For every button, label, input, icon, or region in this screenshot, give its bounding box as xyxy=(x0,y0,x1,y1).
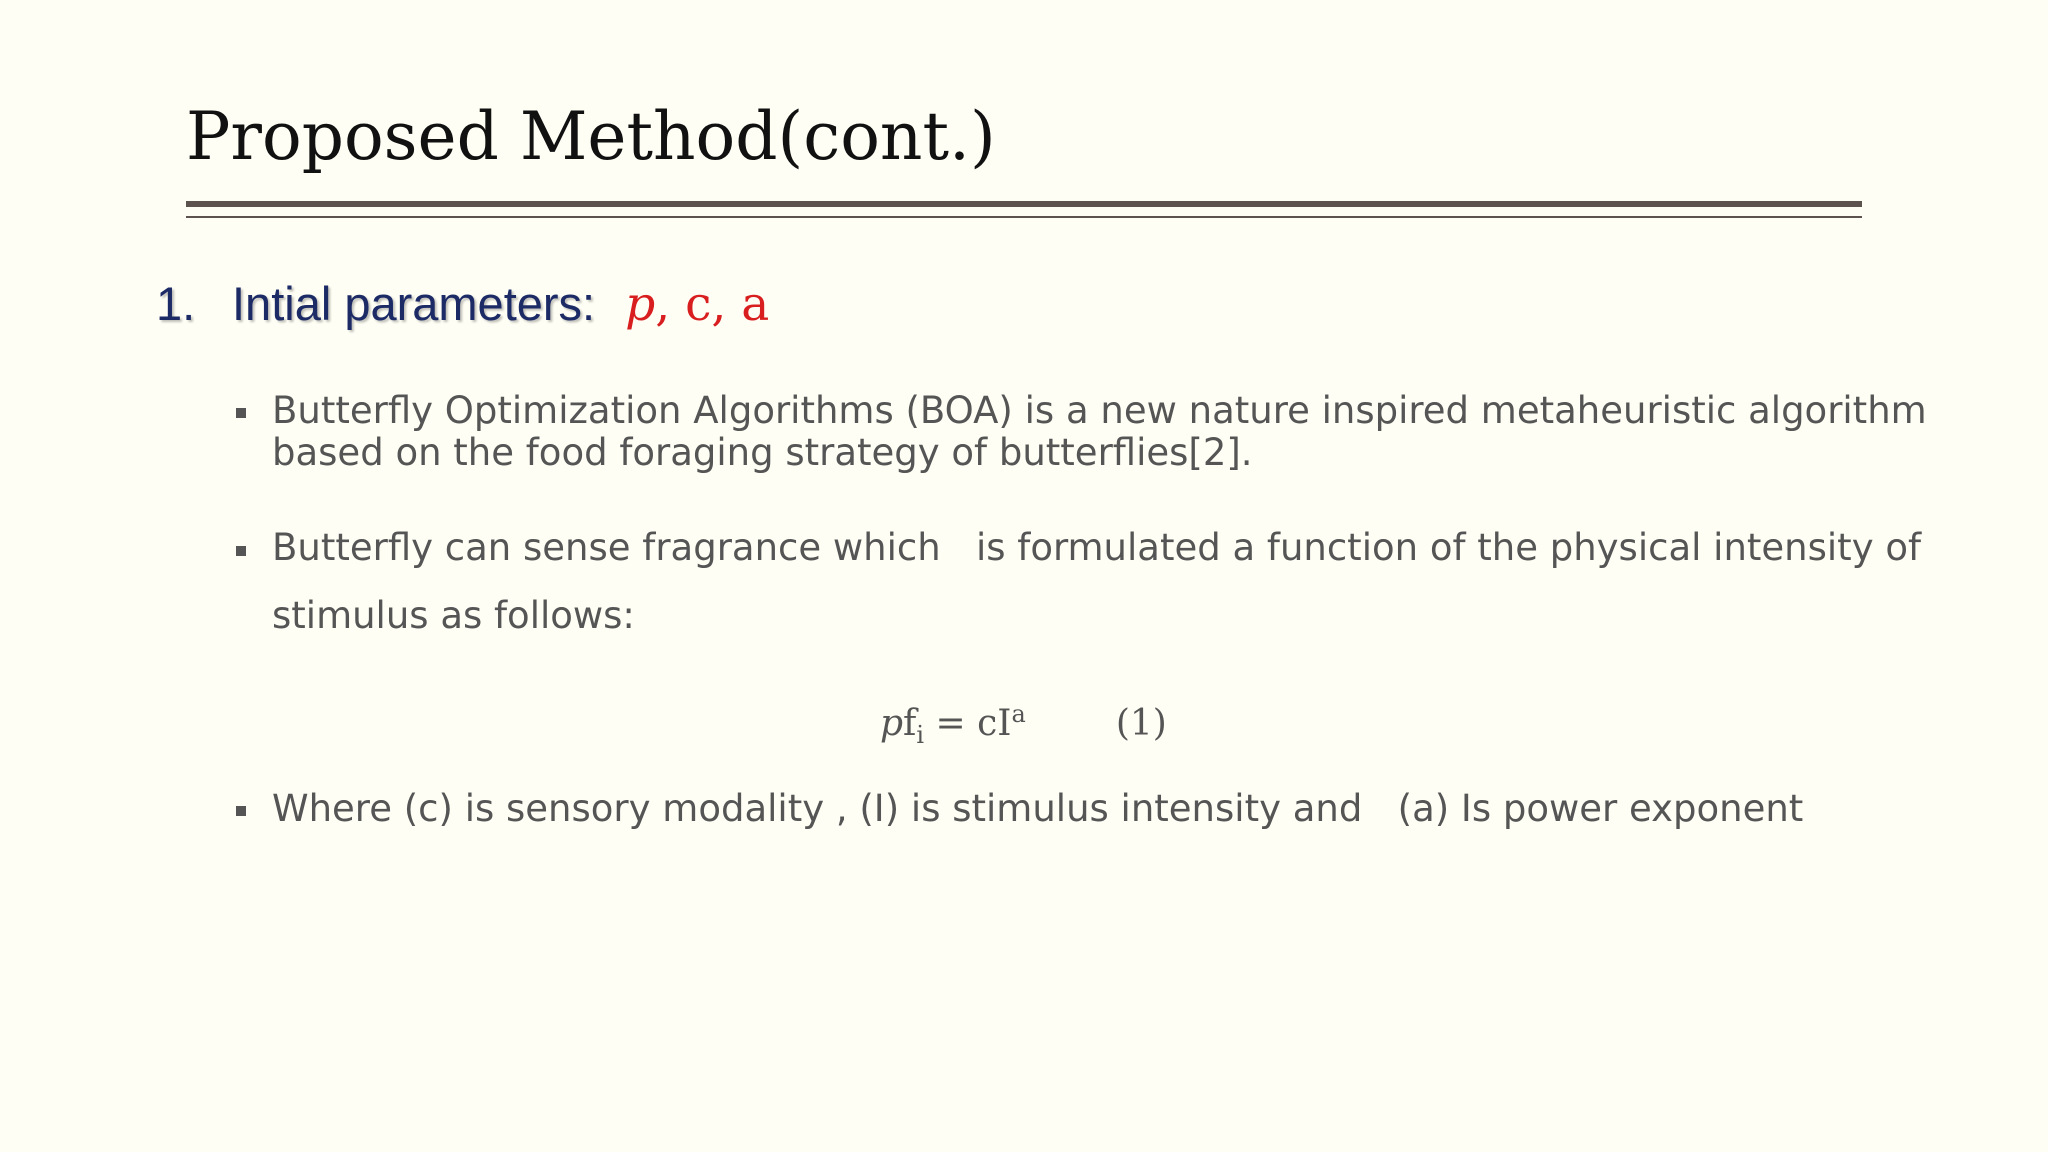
heading-label: Intial parameters: xyxy=(232,277,596,330)
bullet-text xyxy=(272,390,1927,474)
bullet-square-icon xyxy=(236,408,246,418)
bullet-line: Butterfly Optimization Algorithms (BOA) is a new nature inspired metaheuristic algorithm xyxy=(272,389,1927,432)
equation-lhs-f: f xyxy=(903,703,917,744)
bullet-line: Where (c) is sensory modality , (I) is stimulus intensity and (a) Is power exponent xyxy=(272,787,1804,830)
equation-equals: = xyxy=(924,703,978,744)
title-rule-thick xyxy=(186,201,1862,207)
bullet-square-icon xyxy=(236,806,246,816)
param-rest: , c, a xyxy=(655,277,770,332)
title-rule-thin xyxy=(186,216,1862,218)
equation xyxy=(880,700,1167,749)
param-p: p xyxy=(625,277,656,332)
heading-number: 1. xyxy=(156,277,196,330)
equation-rhs-sup: a xyxy=(1011,700,1026,728)
bullet-line: stimulus as follows: xyxy=(272,594,635,637)
slide-title: Proposed Method(cont.) xyxy=(186,98,996,175)
equation-number: (1) xyxy=(1115,703,1167,744)
bullet-text xyxy=(272,788,1803,830)
equation-rhs-base: cI xyxy=(977,703,1012,744)
heading-params xyxy=(625,277,769,332)
section-heading xyxy=(156,276,769,333)
bullet-line: Butterfly can sense fragrance which is formulated a function of the physical intensity of xyxy=(272,526,1922,569)
bullet-line: based on the food foraging strategy of butterflies[2]. xyxy=(272,431,1253,474)
equation-lhs-sub: i xyxy=(916,721,925,750)
equation-lhs-p: p xyxy=(880,703,904,744)
bullet-text xyxy=(272,514,1921,650)
bullet-square-icon xyxy=(236,546,246,556)
